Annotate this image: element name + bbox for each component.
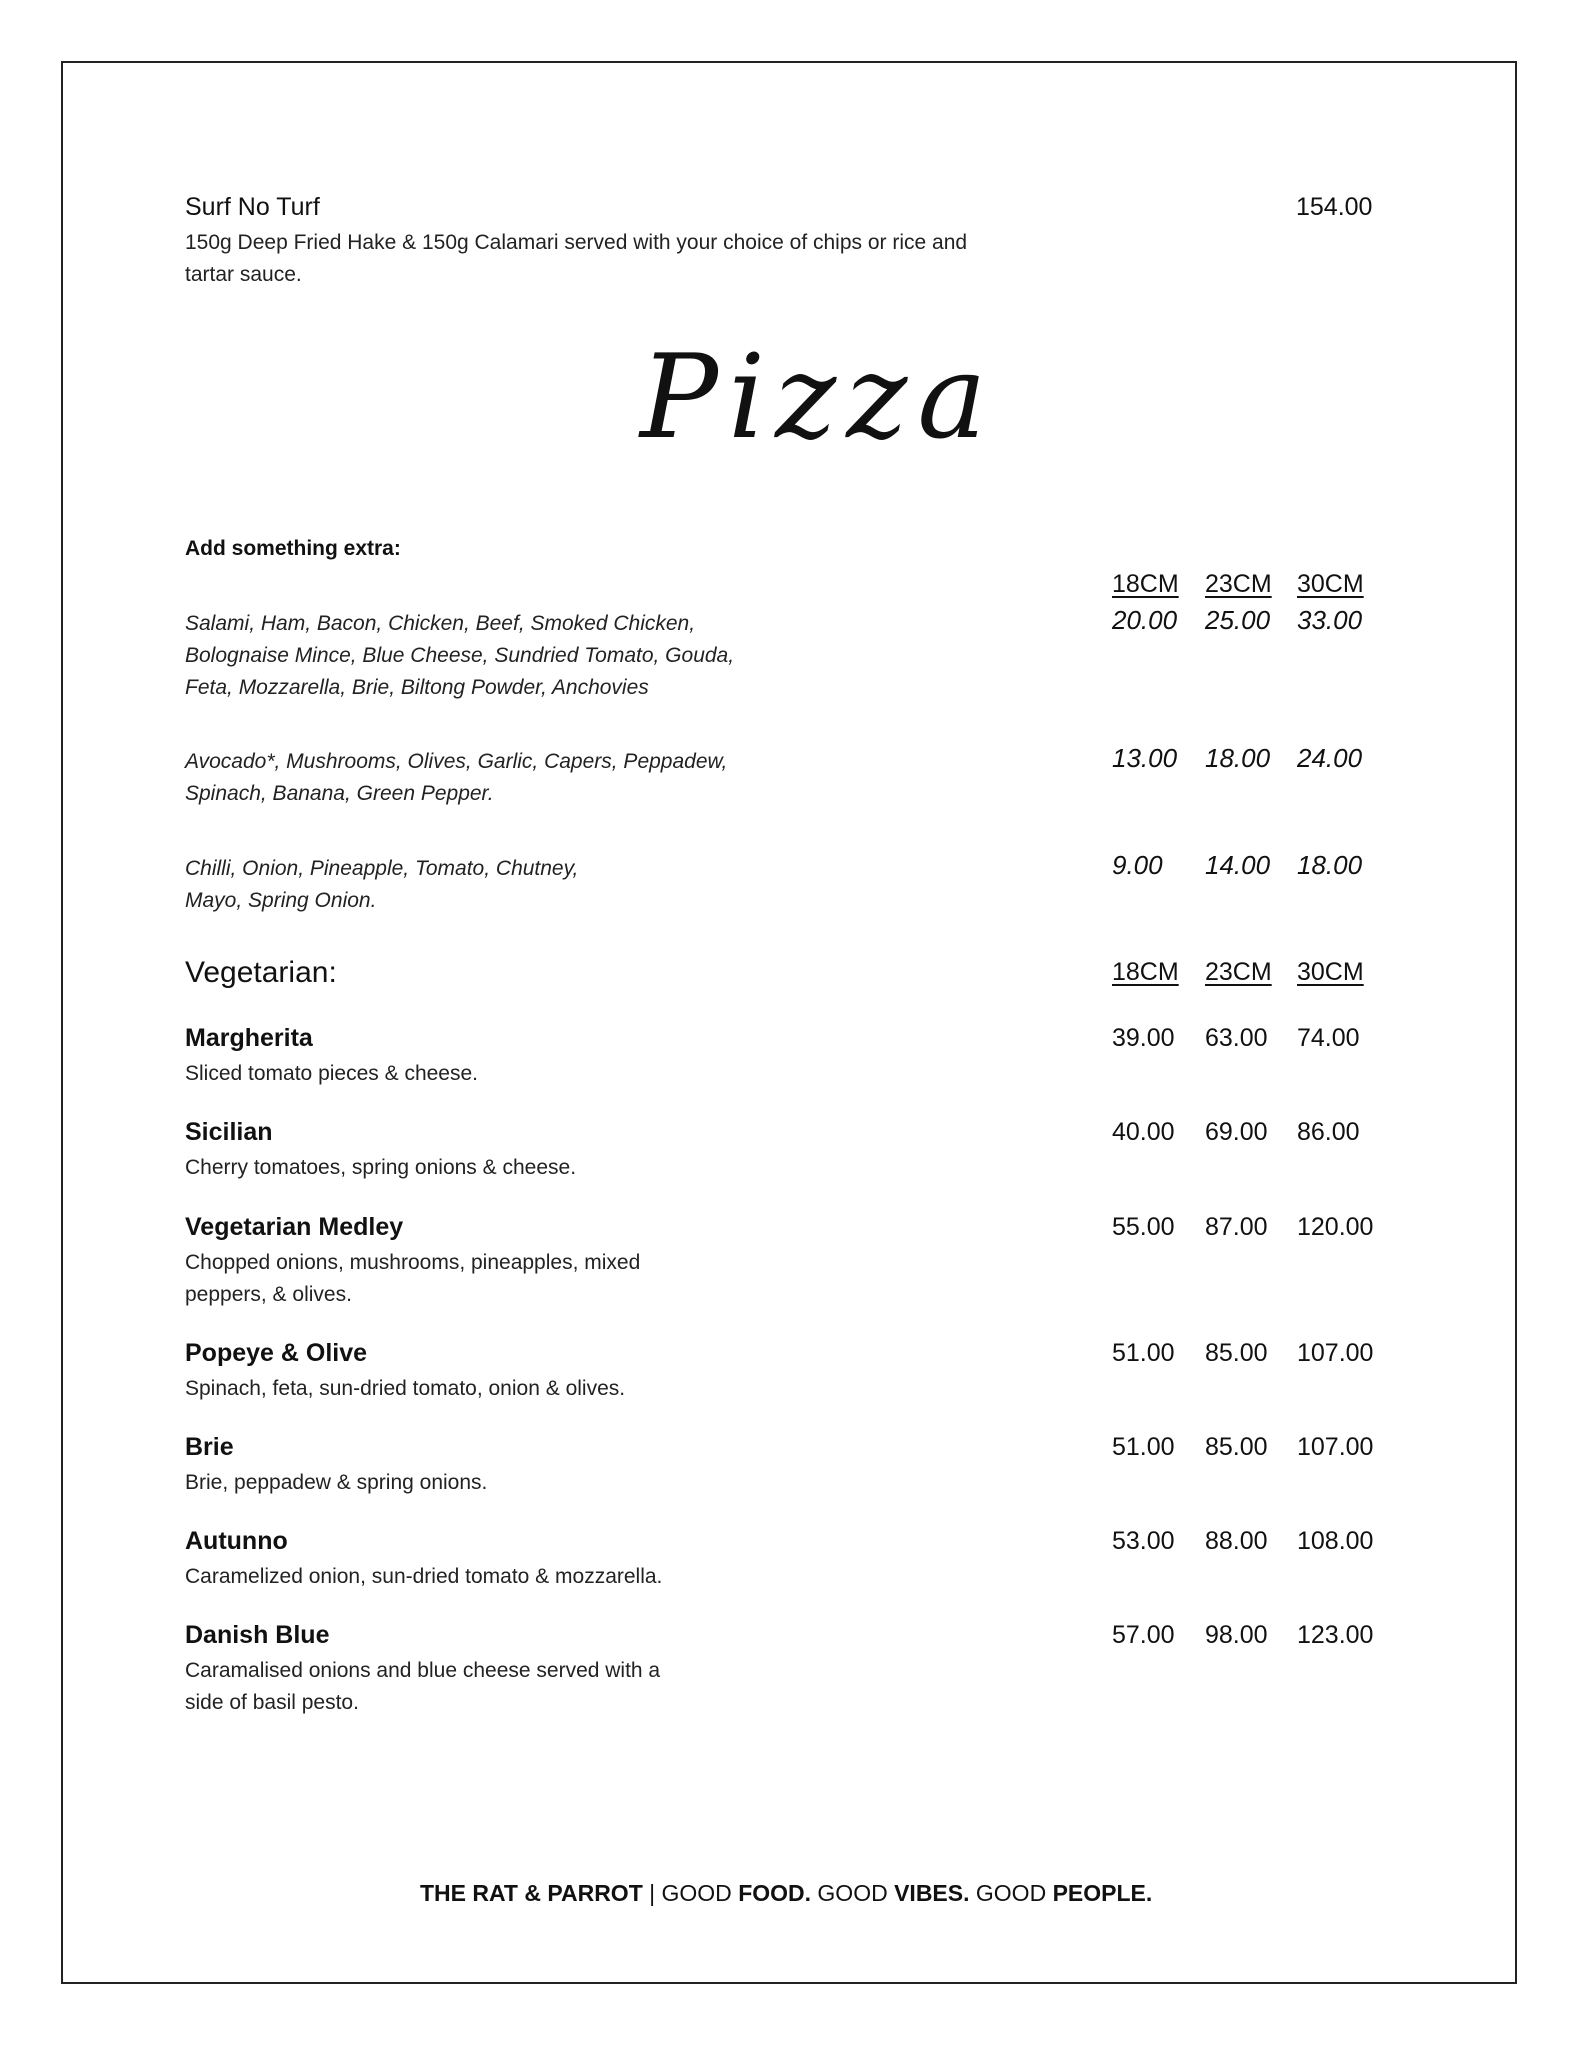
pizza-price-23: 98.00 [1205,1621,1268,1649]
item-price-surf-no-turf: 154.00 [1296,193,1373,221]
pizza-desc: Chopped onions, mushrooms, pineapples, mixed [185,1251,641,1274]
pizza-desc: Brie, peppadew & spring onions. [185,1471,488,1494]
pizza-price-18: 53.00 [1112,1527,1175,1555]
item-name-surf-no-turf: Surf No Turf [185,193,320,221]
extras-list-line: Mayo, Spring Onion. [185,889,377,912]
extras-price: 33.00 [1297,605,1363,635]
extras-list-line: Spinach, Banana, Green Pepper. [185,782,494,805]
pizza-price-18: 51.00 [1112,1433,1175,1461]
pizza-desc: Caramalised onions and blue cheese served with a [185,1659,661,1682]
footer-tagline [420,1880,1152,1907]
pizza-name-vegetarian-medley: Vegetarian Medley [185,1213,404,1241]
pizza-desc: peppers, & olives. [185,1283,352,1306]
pizza-price-23: 63.00 [1205,1024,1268,1052]
pizza-price-30: 86.00 [1297,1118,1360,1146]
veg-size-18: 18CM [1112,958,1179,986]
pizza-name-margherita: Margherita [185,1024,313,1052]
pizza-price-18: 40.00 [1112,1118,1175,1146]
pizza-name-autunno: Autunno [185,1527,288,1555]
pizza-price-30: 107.00 [1297,1339,1374,1367]
extras-list-line: Feta, Mozzarella, Brie, Biltong Powder, Anchovies [185,676,649,699]
footer-separator: | [649,1880,656,1906]
extras-price: 13.00 [1112,743,1178,773]
extras-list-line: Salami, Ham, Bacon, Chicken, Beef, Smoked Chicken, [185,612,696,635]
pizza-price-23: 87.00 [1205,1213,1268,1241]
vegetarian-heading: Vegetarian: [185,956,337,989]
pizza-price-23: 85.00 [1205,1339,1268,1367]
pizza-name-popeye-olive: Popeye & Olive [185,1339,368,1367]
item-desc-line: tartar sauce. [185,263,302,286]
pizza-name-danish-blue: Danish Blue [185,1621,330,1649]
footer-food: FOOD. [738,1880,812,1906]
item-desc-line: 150g Deep Fried Hake & 150g Calamari served with your choice of chips or rice and [185,231,968,254]
veg-size-23: 23CM [1205,958,1272,986]
pizza-price-30: 108.00 [1297,1527,1374,1555]
pizza-price-18: 55.00 [1112,1213,1175,1241]
pizza-price-30: 120.00 [1297,1213,1374,1241]
pizza-desc: Cherry tomatoes, spring onions & cheese. [185,1156,577,1179]
pizza-price-23: 85.00 [1205,1433,1268,1461]
extras-list-line: Chilli, Onion, Pineapple, Tomato, Chutney, [185,857,579,880]
pizza-desc: side of basil pesto. [185,1691,359,1714]
veg-size-30: 30CM [1297,958,1364,986]
pizza-price-30: 123.00 [1297,1621,1374,1649]
footer-good: GOOD [661,1880,732,1906]
extras-size-18: 18CM [1112,570,1179,598]
extras-price: 18.00 [1205,743,1271,773]
pizza-price-30: 107.00 [1297,1433,1374,1461]
footer-people: PEOPLE. [1052,1880,1153,1906]
extras-heading: Add something extra: [185,537,401,560]
extras-size-30: 30CM [1297,570,1364,598]
extras-list-line: Avocado*, Mushrooms, Olives, Garlic, Capers, Peppadew, [185,750,728,773]
pizza-name-sicilian: Sicilian [185,1118,273,1146]
footer-good: GOOD [817,1880,888,1906]
footer-good: GOOD [975,1880,1047,1906]
extras-size-23: 23CM [1205,570,1272,598]
pizza-price-23: 69.00 [1205,1118,1268,1146]
pizza-price-30: 74.00 [1297,1024,1360,1052]
extras-price: 9.00 [1112,850,1163,880]
extras-price: 18.00 [1297,850,1363,880]
extras-price: 24.00 [1297,743,1363,773]
pizza-desc: Sliced tomato pieces & cheese. [185,1062,478,1085]
extras-price: 25.00 [1205,605,1271,635]
pizza-price-18: 39.00 [1112,1024,1175,1052]
pizza-price-18: 51.00 [1112,1339,1175,1367]
footer-vibes: VIBES. [894,1880,970,1906]
extras-price: 14.00 [1205,850,1271,880]
pizza-price-18: 57.00 [1112,1621,1175,1649]
section-title-pizza: Pizza [640,330,997,465]
pizza-desc: Caramelized onion, sun-dried tomato & mozzarella. [185,1565,663,1588]
extras-list-line: Bolognaise Mince, Blue Cheese, Sundried Tomato, Gouda, [185,644,735,667]
footer-brand: THE RAT & PARROT [420,1880,643,1906]
extras-price: 20.00 [1112,605,1178,635]
pizza-price-23: 88.00 [1205,1527,1268,1555]
pizza-desc: Spinach, feta, sun-dried tomato, onion & olives. [185,1377,626,1400]
pizza-name-brie: Brie [185,1433,234,1461]
